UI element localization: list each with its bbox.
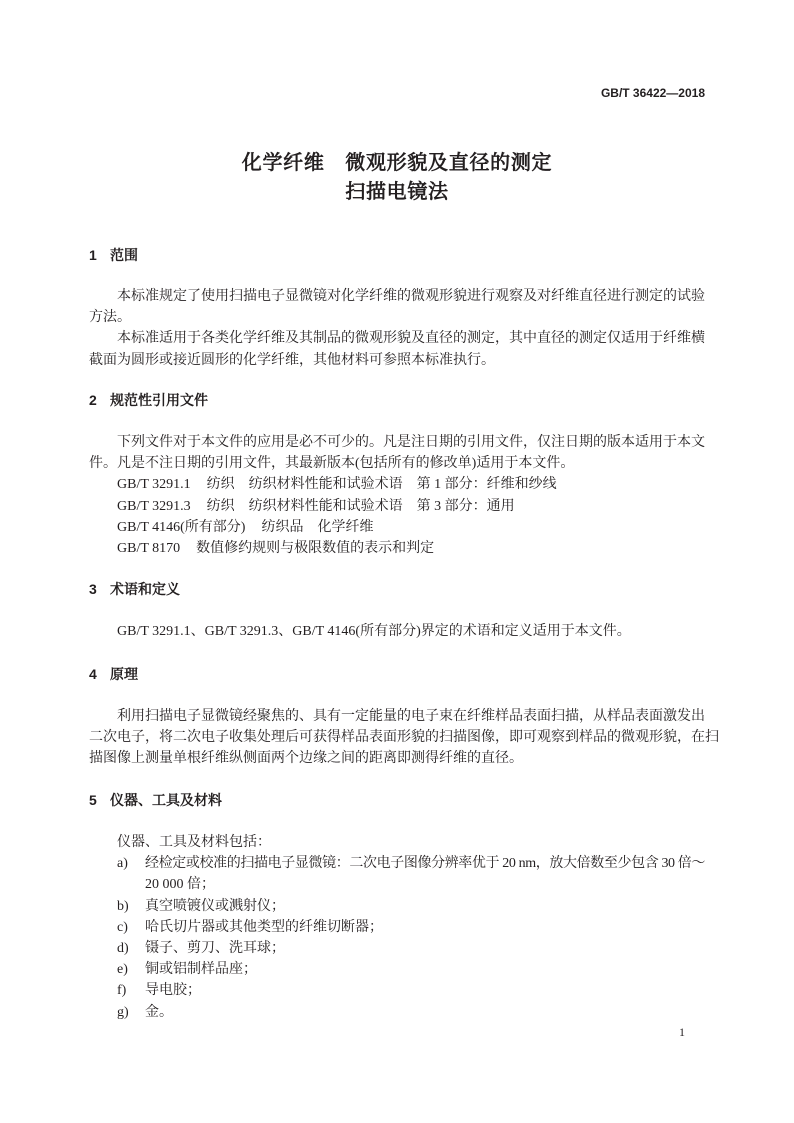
section-heading: [89, 664, 705, 685]
list-marker: b): [117, 898, 129, 914]
section-title: 术语和定义: [110, 581, 180, 597]
section-4-heading: [89, 664, 705, 685]
document-title: [0, 149, 794, 207]
paragraph-line: 利用扫描电子显微镜经聚焦的、具有一定能量的电子束在纤维样品表面扫描，从样品表面激发出: [117, 709, 705, 724]
section-number: 4: [89, 666, 97, 682]
list-item-continuation: 20 000 倍；: [145, 877, 215, 893]
paragraph-line: GB/T 3291.1、GB/T 3291.3、GB/T 4146(所有部分)界定的术语和定义适用于本文件。: [117, 624, 631, 639]
list-item-text: 真空喷镀仪或溅射仪；: [145, 898, 285, 914]
paragraph-line: 截面为圆形或接近圆形的化学纤维，其他材料可参照本标准执行。: [89, 352, 495, 368]
section-1-body: [89, 286, 705, 371]
title-line-sub: 扫描电镜法: [345, 181, 449, 203]
list-item: [89, 1002, 705, 1023]
reference-item: [89, 538, 705, 559]
section-title: 规范性引用文件: [110, 392, 208, 408]
section-heading: [89, 390, 705, 411]
list-marker: c): [117, 919, 128, 935]
section-title: 范围: [110, 247, 138, 263]
list-marker: f): [117, 983, 127, 999]
document-code: GB/T 36422—2018: [600, 86, 705, 100]
paragraph-line: 下列文件对于本文件的应用是必不可少的。凡是注日期的引用文件，仅注日期的版本适用于本文: [117, 435, 705, 450]
reference-code: GB/T 3291.3: [117, 498, 191, 514]
list-item: [89, 853, 705, 895]
paragraph-line: 件。凡是不注日期的引用文件，其最新版本(包括所有的修改单)适用于本文件。: [89, 456, 575, 472]
reference-title: 纺织品 化学纤维: [261, 519, 374, 535]
list-item-text: 金。: [145, 1004, 173, 1020]
paragraph-line: 仪器、工具及材料包括：: [117, 835, 271, 850]
section-heading: [89, 245, 705, 266]
reference-code: GB/T 4146(所有部分): [117, 519, 246, 535]
list-marker: e): [117, 962, 128, 978]
section-number: 5: [89, 792, 97, 808]
section-3-body: [89, 621, 705, 642]
list-marker: a): [117, 856, 128, 872]
section-1-heading: [89, 245, 705, 266]
title-line-main: 化学纤维 微观形貌及直径的测定: [241, 152, 553, 174]
section-number: 1: [89, 247, 97, 263]
section-number: 2: [89, 392, 97, 408]
reference-title: 纺织 纺织材料性能和试验术语 第 3 部分：通用: [206, 498, 515, 514]
reference-code: GB/T 3291.1: [117, 477, 191, 493]
section-title: 原理: [110, 666, 138, 682]
section-2-body: [89, 432, 705, 559]
list-item: [89, 896, 705, 917]
section-5-heading: [89, 790, 705, 811]
section-title: 仪器、工具及材料: [110, 792, 222, 808]
list-item-text: 导电胶；: [145, 983, 201, 999]
reference-item: [89, 517, 705, 538]
paragraph-line: 二次电子，将二次电子收集处理后可获得样品表面形貌的扫描图像，即可观察到样品的微观形貌，在扫: [89, 730, 719, 746]
list-marker: d): [117, 940, 129, 956]
section-number: 3: [89, 581, 97, 597]
paragraph-line: 本标准规定了使用扫描电子显微镜对化学纤维的微观形貌进行观察及对纤维直径进行测定的试验: [117, 289, 705, 304]
list-item: [89, 917, 705, 938]
list-marker: g): [117, 1004, 129, 1020]
list-item-text: 铜或铝制样品座；: [145, 962, 257, 978]
section-4-body: [89, 706, 719, 770]
section-5-body: [89, 832, 705, 1023]
section-2-heading: [89, 390, 705, 411]
list-item-text: 哈氏切片器或其他类型的纤维切断器；: [145, 919, 383, 935]
list-item: [89, 980, 705, 1001]
reference-item: [89, 474, 705, 495]
paragraph-line: 描图像上测量单根纤维纵侧面两个边缘之间的距离即测得纤维的直径。: [89, 751, 523, 767]
reference-item: [89, 496, 705, 517]
section-heading: [89, 579, 705, 600]
list-item-text: 经检定或校准的扫描电子显微镜：二次电子图像分辨率优于 20 nm，放大倍数至少包含 30 倍～: [145, 856, 705, 872]
reference-code: GB/T 8170: [117, 540, 181, 556]
reference-title: 纺织 纺织材料性能和试验术语 第 1 部分：纤维和纱线: [206, 477, 557, 493]
list-item: [89, 959, 705, 980]
paragraph-line: 本标准适用于各类化学纤维及其制品的微观形貌及直径的测定，其中直径的测定仅适用于纤维横: [117, 331, 705, 347]
reference-title: 数值修约规则与极限数值的表示和判定: [196, 540, 435, 556]
page-number: 1: [679, 1025, 685, 1039]
section-3-heading: [89, 579, 705, 600]
paragraph-line: 方法。: [89, 310, 131, 326]
list-item: [89, 938, 705, 959]
section-heading: [89, 790, 705, 811]
list-item-text: 镊子、剪刀、洗耳球；: [145, 940, 285, 956]
